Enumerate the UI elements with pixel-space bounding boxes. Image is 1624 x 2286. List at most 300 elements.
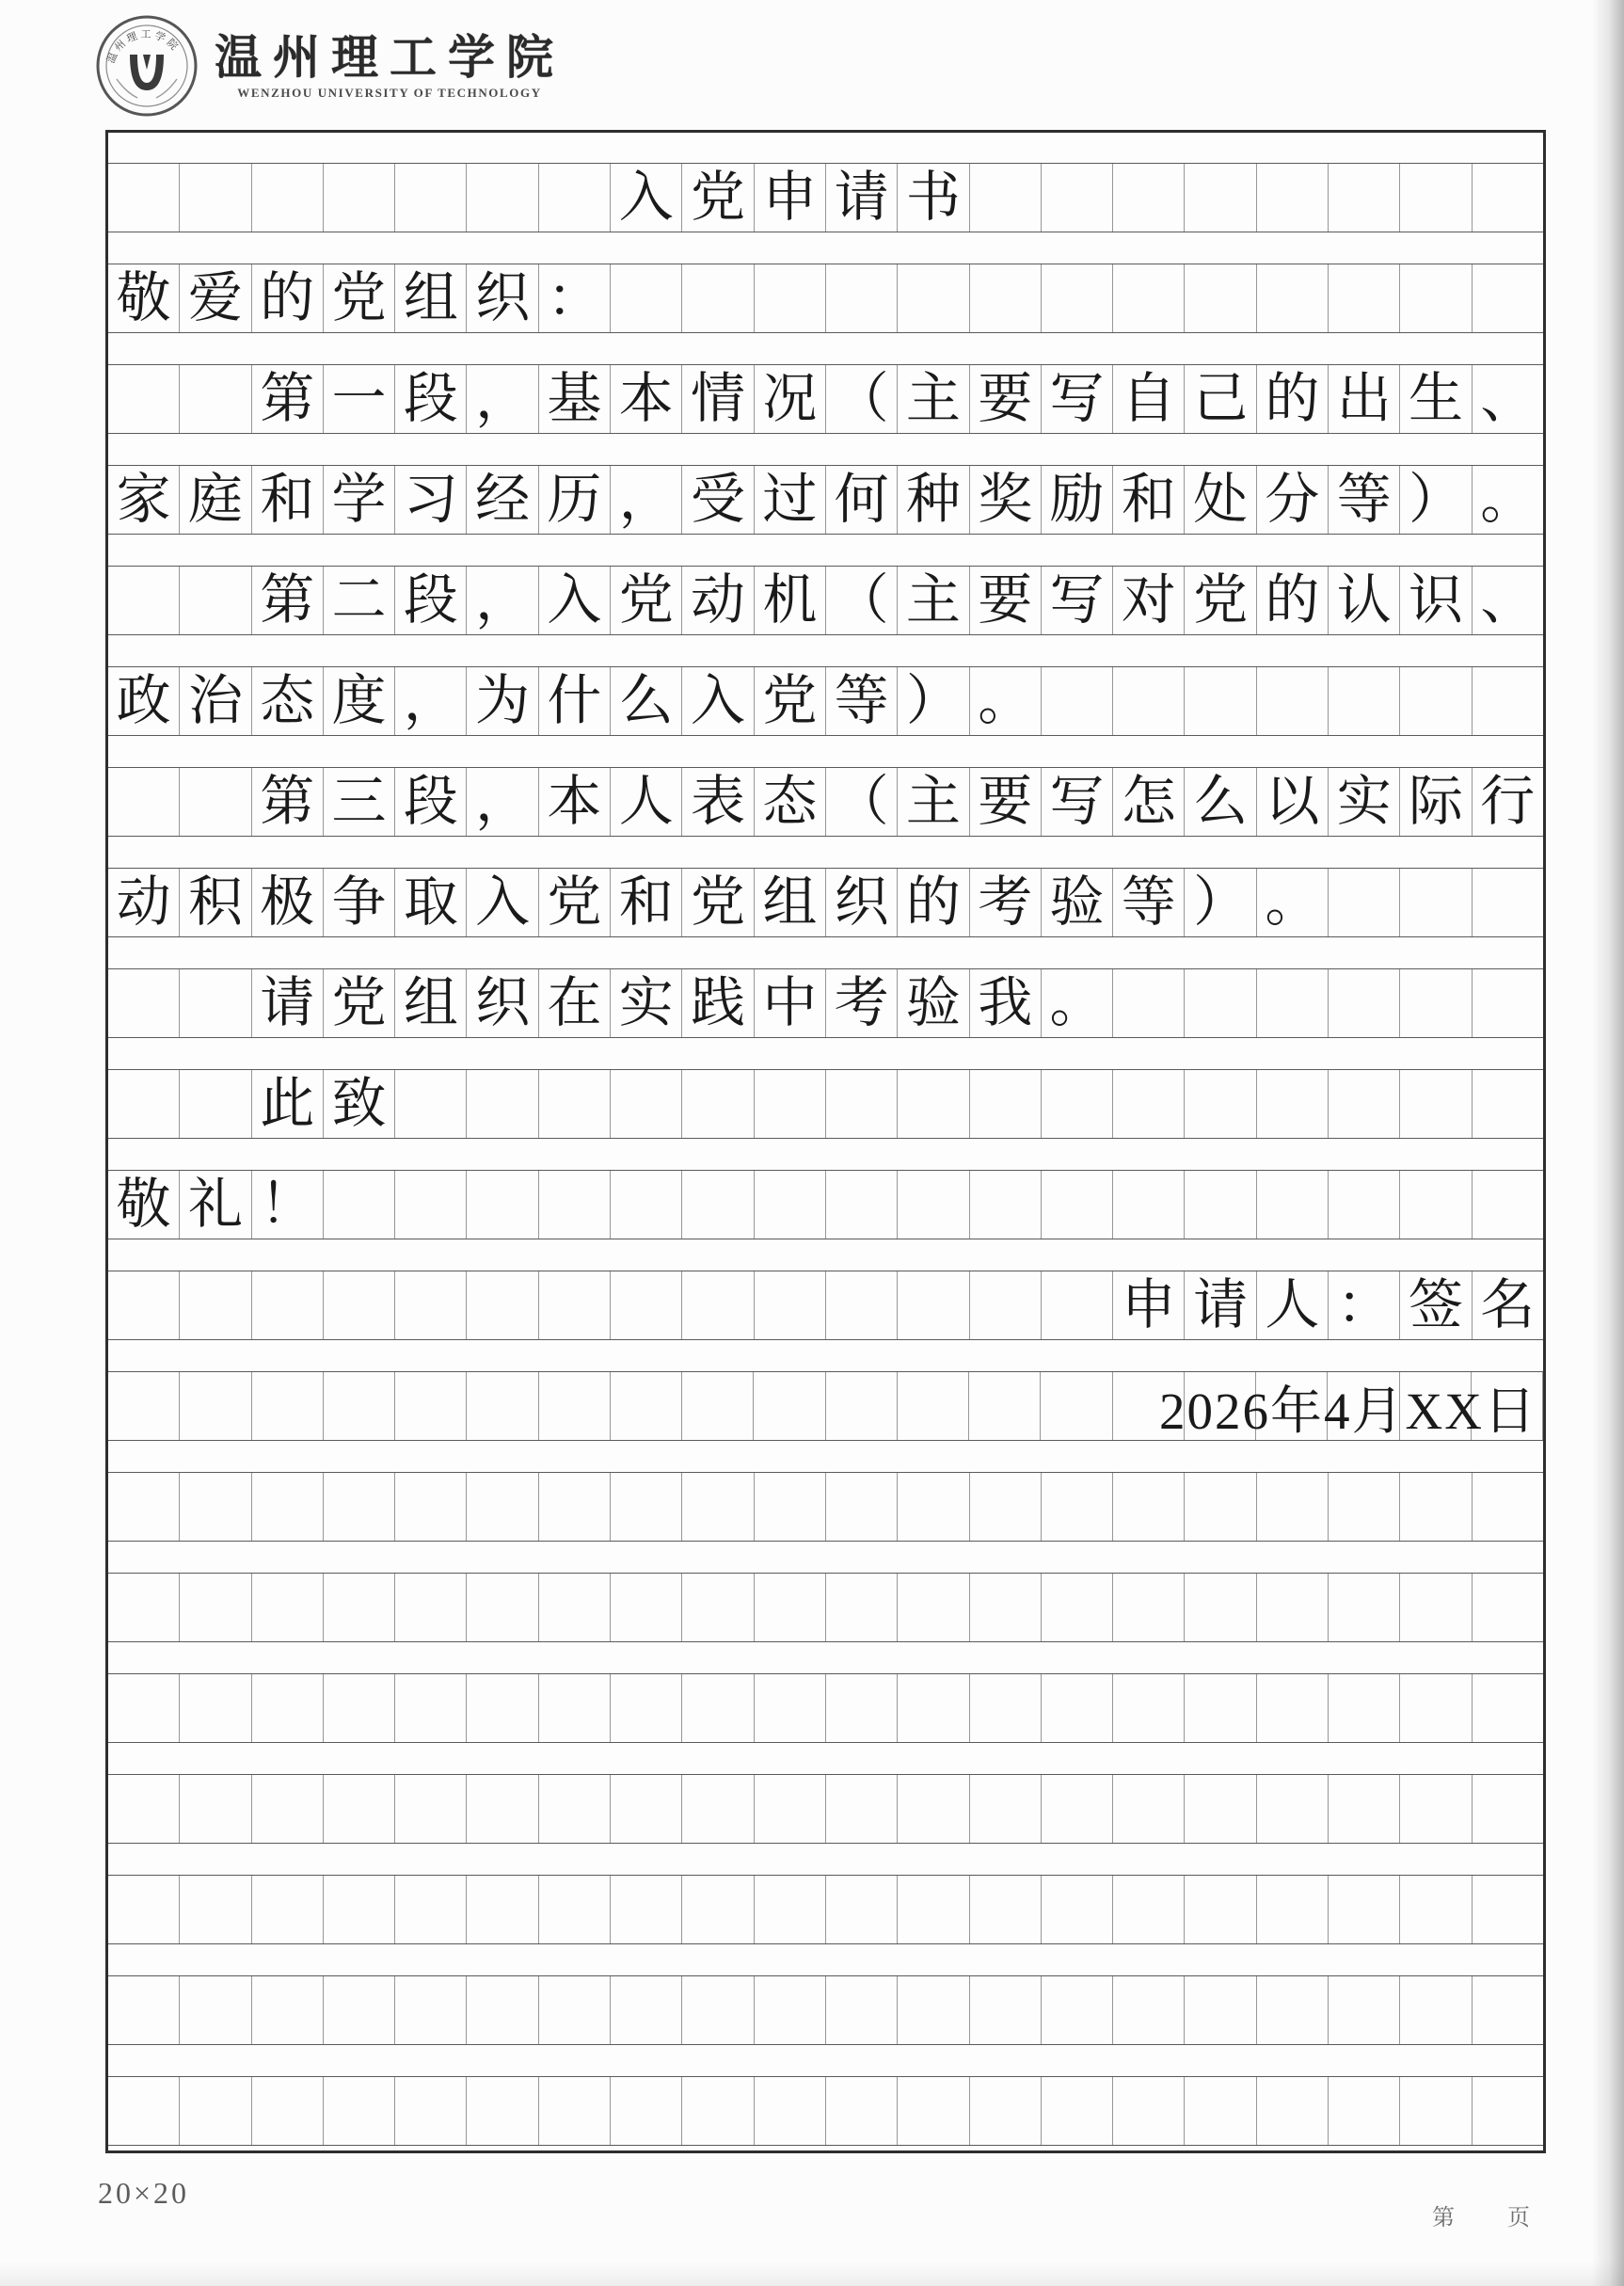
salutation-char: 的	[260, 267, 315, 328]
grid-cell	[1042, 768, 1113, 836]
grid-cell	[755, 768, 826, 836]
body-char: 学	[331, 469, 387, 530]
grid-cell	[970, 1876, 1042, 1943]
grid-cell	[1400, 1976, 1472, 2044]
grid-row-1	[108, 163, 1543, 232]
body-char: 何	[834, 469, 889, 530]
grid-row-3	[108, 364, 1543, 434]
grid-cell	[1257, 567, 1329, 634]
grid-cell	[1400, 264, 1472, 332]
grid-cell	[1400, 768, 1472, 836]
grid-cell	[1473, 1271, 1543, 1339]
grid-cell	[755, 1976, 826, 2044]
body-char: 要	[978, 368, 1033, 429]
grid-cell	[108, 1976, 180, 2044]
grid-cell	[395, 264, 467, 332]
grid-cell	[826, 969, 898, 1037]
grid-cell	[108, 869, 180, 936]
body-char: （	[834, 771, 889, 832]
body-char: ）	[1408, 469, 1463, 530]
grid-row-6	[108, 666, 1543, 736]
grid-cell	[1329, 969, 1400, 1037]
grid-cell	[539, 1171, 611, 1239]
body-char: 验	[905, 972, 961, 1033]
grid-cell	[467, 567, 538, 634]
body-char: 经	[475, 469, 531, 530]
grid-cell	[1113, 1271, 1185, 1339]
row-spacer	[108, 837, 1543, 868]
grid-cell	[682, 1574, 754, 1641]
signature-char: 申	[1121, 1274, 1176, 1335]
grid-cell	[252, 567, 324, 634]
grid-cell	[180, 567, 251, 634]
grid-cell	[1400, 1070, 1472, 1138]
grid-cell	[539, 264, 611, 332]
grid-cell	[611, 1674, 682, 1742]
body-char: 受	[691, 469, 746, 530]
grid-cell	[1473, 768, 1543, 836]
row-spacer	[108, 434, 1543, 465]
grid-cell	[1113, 1976, 1185, 2044]
grid-cell	[108, 164, 180, 232]
row-spacer	[108, 1743, 1543, 1774]
grid-cell	[395, 1674, 467, 1742]
body-char: 况	[762, 368, 818, 429]
grid-cell	[826, 869, 898, 936]
grid-cell	[970, 365, 1042, 433]
grid-cell	[252, 1171, 324, 1239]
grid-top-margin	[108, 133, 1543, 163]
body-char: 生	[1408, 368, 1463, 429]
grid-cell	[898, 466, 969, 534]
grid-cell	[1185, 1271, 1256, 1339]
grid-cell	[611, 1775, 682, 1843]
grid-cell	[682, 1976, 754, 2044]
grid-cell	[1329, 1976, 1400, 2044]
grid-cell	[1113, 264, 1185, 332]
grid-cell	[1042, 1473, 1113, 1541]
grid-cell	[1113, 1674, 1185, 1742]
grid-row-5	[108, 566, 1543, 635]
grid-cell	[1329, 466, 1400, 534]
body-char: 态	[260, 670, 315, 731]
grid-cell	[252, 1976, 324, 2044]
grid-cell	[324, 1674, 395, 1742]
body-char: 等	[1336, 469, 1392, 530]
grid-cell	[539, 567, 611, 634]
grid-cell	[1113, 1775, 1185, 1843]
title-char: 入	[618, 167, 674, 228]
grid-cell	[898, 567, 969, 634]
grid-cell	[108, 1775, 180, 1843]
grid-cell	[467, 969, 538, 1037]
grid-cell	[755, 1070, 826, 1138]
grid-cell	[1329, 264, 1400, 332]
body-char: 党	[762, 670, 818, 731]
grid-row-9	[108, 968, 1543, 1038]
grid-cell	[395, 164, 467, 232]
signature-char: 名	[1480, 1274, 1536, 1335]
grid-cell	[324, 1775, 395, 1843]
body-char: 和	[618, 871, 674, 933]
scan-shadow-bottom	[0, 2262, 1624, 2286]
body-char: 的	[1265, 569, 1320, 631]
grid-cell	[108, 1070, 180, 1138]
grid-cell	[180, 2077, 251, 2145]
grid-cell	[1185, 1674, 1256, 1742]
body-char: 织	[834, 871, 889, 933]
body-char: 党	[618, 569, 674, 631]
grid-cell	[467, 1473, 538, 1541]
date-line: 2026年4月XX日	[1159, 1382, 1537, 1440]
grid-cell	[682, 264, 754, 332]
body-char: 段	[403, 368, 458, 429]
body-char: 态	[762, 771, 818, 832]
grid-cell	[1185, 264, 1256, 332]
grid-cell	[1473, 869, 1543, 936]
grid-cell	[970, 1574, 1042, 1641]
body-char: 情	[691, 368, 746, 429]
title-char: 申	[762, 167, 818, 228]
grid-cell	[395, 869, 467, 936]
grid-cell	[108, 768, 180, 836]
grid-cell	[1257, 1070, 1329, 1138]
grid-cell	[611, 1976, 682, 2044]
grid-cell	[1042, 667, 1113, 735]
grid-cell	[467, 768, 538, 836]
body-char: 励	[1049, 469, 1105, 530]
grid-cell	[682, 1674, 754, 1742]
body-char: 等	[834, 670, 889, 731]
grid-cell	[755, 869, 826, 936]
grid-cell	[1042, 1171, 1113, 1239]
grid-cell	[1042, 2077, 1113, 2145]
grid-cell	[467, 1674, 538, 1742]
grid-cell	[1473, 969, 1543, 1037]
grid-row-10	[108, 1069, 1543, 1139]
grid-cell	[180, 1976, 251, 2044]
grid-cell	[1257, 1876, 1329, 1943]
body-char: 过	[762, 469, 818, 530]
body-char: 政	[116, 670, 171, 731]
grid-cell	[252, 1876, 324, 1943]
grid-cell	[539, 365, 611, 433]
grid-row-18	[108, 1875, 1543, 1944]
grid-cell	[1113, 667, 1185, 735]
grid-cell	[755, 667, 826, 735]
grid-cell	[1473, 365, 1543, 433]
grid-cell	[898, 1674, 969, 1742]
grid-cell	[1329, 1070, 1400, 1138]
grid-cell	[467, 365, 538, 433]
grid-cell	[252, 1070, 324, 1138]
row-spacer	[108, 1139, 1543, 1170]
grid-cell	[755, 1171, 826, 1239]
body-char: 动	[691, 569, 746, 631]
grid-cell	[539, 667, 611, 735]
grid-cell	[180, 1473, 251, 1541]
grid-cell	[1329, 869, 1400, 936]
grid-cell	[1473, 1674, 1543, 1742]
grid-cell	[1329, 667, 1400, 735]
grid-cell	[755, 466, 826, 534]
grid-cell	[611, 1876, 682, 1943]
grid-cell	[180, 164, 251, 232]
body-char: 家	[116, 469, 171, 530]
grid-cell	[1473, 667, 1543, 735]
grid-cell	[611, 1574, 682, 1641]
row-spacer	[108, 937, 1543, 968]
body-char: 考	[834, 972, 889, 1033]
grid-cell	[1257, 466, 1329, 534]
grid-cell	[682, 1271, 754, 1339]
grid-cell	[611, 466, 682, 534]
grid-cell	[898, 264, 969, 332]
body-char: 以	[1265, 771, 1320, 832]
grid-cell	[1473, 1976, 1543, 2044]
grid-cell	[970, 567, 1042, 634]
grid-cell	[826, 164, 898, 232]
closing-char: 此	[260, 1073, 315, 1134]
body-char: 。	[1265, 871, 1320, 933]
grid-row-15	[108, 1573, 1543, 1642]
grid-cell	[1185, 1070, 1256, 1138]
row-spacer	[108, 1340, 1543, 1371]
grid-cell	[180, 768, 251, 836]
grid-cell	[180, 1775, 251, 1843]
grid-cell	[970, 164, 1042, 232]
grid-cell	[1113, 969, 1185, 1037]
salutation-char: ：	[547, 267, 602, 328]
grid-cell	[539, 869, 611, 936]
row-spacer	[108, 1239, 1543, 1271]
body-char: 、	[1480, 368, 1536, 429]
grid-row-13	[108, 1371, 1543, 1441]
grid-cell	[108, 466, 180, 534]
grid-cell	[970, 2077, 1042, 2145]
grid-cell	[1257, 1674, 1329, 1742]
grid-cell	[324, 2077, 395, 2145]
grid-cell	[467, 164, 538, 232]
body-char: 处	[1193, 469, 1249, 530]
grid-cell	[1185, 1574, 1256, 1641]
body-char: 在	[547, 972, 602, 1033]
grid-cell	[467, 1271, 538, 1339]
grid-cell	[1400, 466, 1472, 534]
grid-cell	[1042, 1574, 1113, 1641]
grid-cell	[1185, 667, 1256, 735]
grid-cell	[252, 969, 324, 1037]
grid-cell	[395, 667, 467, 735]
grid-cell	[1185, 164, 1256, 232]
grid-cell	[611, 567, 682, 634]
grid-row-17	[108, 1774, 1543, 1844]
grid-cell	[611, 1171, 682, 1239]
grid-cell	[755, 2077, 826, 2145]
grid-cell	[826, 1674, 898, 1742]
grid-cell	[324, 1876, 395, 1943]
grid-cell	[1473, 567, 1543, 634]
grid-cell	[395, 1876, 467, 1943]
body-char: 请	[260, 972, 315, 1033]
grid-cell	[252, 1473, 324, 1541]
grid-cell	[539, 164, 611, 232]
grid-cell	[755, 1674, 826, 1742]
body-char: 党	[691, 871, 746, 933]
grid-cell	[1185, 768, 1256, 836]
grid-cell	[108, 1171, 180, 1239]
row-spacer	[108, 232, 1543, 264]
grid-cell	[970, 1976, 1042, 2044]
grid-cell	[1329, 164, 1400, 232]
grid-cell	[826, 1473, 898, 1541]
grid-cell	[1042, 164, 1113, 232]
body-char: 行	[1480, 771, 1536, 832]
grid-cell	[970, 869, 1042, 936]
grid-cell	[682, 567, 754, 634]
seal-arc-text: 温州理工学院	[105, 28, 183, 66]
grid-cell	[395, 1775, 467, 1843]
grid-cell	[467, 2077, 538, 2145]
grid-cell	[108, 969, 180, 1037]
grid-cell	[539, 1473, 611, 1541]
grid-cell	[539, 1574, 611, 1641]
grid-cell	[970, 1271, 1042, 1339]
grid-cell	[1400, 1171, 1472, 1239]
grid-cell	[539, 466, 611, 534]
grid-cell	[1257, 969, 1329, 1037]
grid-cell	[611, 365, 682, 433]
grid-cell	[1042, 1775, 1113, 1843]
grid-cell	[1473, 1876, 1543, 1943]
grid-cell	[1042, 365, 1113, 433]
grid-cell	[1257, 768, 1329, 836]
grid-cell	[467, 1876, 538, 1943]
grid-cell	[1257, 2077, 1329, 2145]
grid-cell	[611, 2077, 682, 2145]
salutation-char: 党	[331, 267, 387, 328]
grid-cell	[611, 869, 682, 936]
grid-cell	[1400, 969, 1472, 1037]
grid-cell	[1185, 365, 1256, 433]
grid-cell	[252, 2077, 324, 2145]
grid-cell	[755, 1574, 826, 1641]
body-char: （	[834, 569, 889, 631]
grid-cell	[1042, 1674, 1113, 1742]
grid-cell	[1257, 667, 1329, 735]
body-char: 动	[116, 871, 171, 933]
grid-cell	[755, 1775, 826, 1843]
signature-char: 人	[1265, 1274, 1320, 1335]
grid-cell	[1257, 869, 1329, 936]
grid-cell	[324, 768, 395, 836]
grid-cell	[467, 869, 538, 936]
body-char: 第	[260, 771, 315, 832]
grid-row-14	[108, 1472, 1543, 1542]
body-char: 写	[1049, 771, 1105, 832]
grid-cell	[970, 1775, 1042, 1843]
grid-row-2	[108, 264, 1543, 333]
body-char: 机	[762, 569, 818, 631]
grid-cell	[1473, 1775, 1543, 1843]
grid-cell	[611, 1070, 682, 1138]
body-char: 习	[403, 469, 458, 530]
body-char: 段	[403, 569, 458, 631]
grid-cell	[252, 164, 324, 232]
grid-cell	[1257, 264, 1329, 332]
grid-cell	[1473, 466, 1543, 534]
row-spacer	[108, 736, 1543, 767]
grid-cell	[1185, 969, 1256, 1037]
grid-cell	[826, 2077, 898, 2145]
grid-cell	[180, 869, 251, 936]
grid-cell	[467, 1070, 538, 1138]
body-char: 验	[1049, 871, 1105, 933]
closing-char: 致	[331, 1073, 387, 1134]
body-char: ，	[475, 771, 531, 832]
body-char: 入	[475, 871, 531, 933]
grid-cell	[970, 1674, 1042, 1742]
body-char: 的	[905, 871, 961, 933]
grid-cell	[1400, 2077, 1472, 2145]
grid-cell	[1042, 1070, 1113, 1138]
grid-cell	[1042, 264, 1113, 332]
grid-cell	[1185, 1775, 1256, 1843]
grid-cell	[1042, 1271, 1113, 1339]
row-spacer	[108, 1542, 1543, 1573]
grid-cell	[611, 164, 682, 232]
grid-cell	[395, 1473, 467, 1541]
title-char: 请	[834, 167, 889, 228]
university-name: 温州理工学院	[215, 30, 565, 84]
grid-cell	[682, 768, 754, 836]
grid-cell	[898, 1271, 969, 1339]
grid-cell	[324, 667, 395, 735]
body-char: 入	[691, 670, 746, 731]
body-char: 么	[1193, 771, 1249, 832]
grid-cell	[970, 667, 1042, 735]
grid-cell	[1400, 365, 1472, 433]
grid-cell	[324, 264, 395, 332]
grid-cell	[467, 1574, 538, 1641]
body-char: 怎	[1121, 771, 1176, 832]
body-char: 和	[260, 469, 315, 530]
grid-cell	[180, 667, 251, 735]
grid-cell	[1185, 466, 1256, 534]
grid-cell	[1042, 567, 1113, 634]
grid-cell	[539, 2077, 611, 2145]
body-char: 表	[691, 771, 746, 832]
grid-size-label: 20×20	[98, 2176, 190, 2210]
grid-cell	[970, 969, 1042, 1037]
grid-cell	[324, 1070, 395, 1138]
grid-cell	[898, 1473, 969, 1541]
grid-cell	[180, 365, 251, 433]
grid-cell	[1473, 264, 1543, 332]
grid-cell	[395, 969, 467, 1037]
body-char: 主	[905, 569, 961, 631]
grid-cell	[970, 1070, 1042, 1138]
row-spacer	[108, 2045, 1543, 2076]
body-char: 什	[547, 670, 602, 731]
grid-cell	[826, 1775, 898, 1843]
body-char: 织	[475, 972, 531, 1033]
grid-cell	[1257, 164, 1329, 232]
grid-cell	[970, 1171, 1042, 1239]
grid-cell	[108, 1574, 180, 1641]
body-char: 要	[978, 569, 1033, 631]
signature-char: 请	[1193, 1274, 1249, 1335]
